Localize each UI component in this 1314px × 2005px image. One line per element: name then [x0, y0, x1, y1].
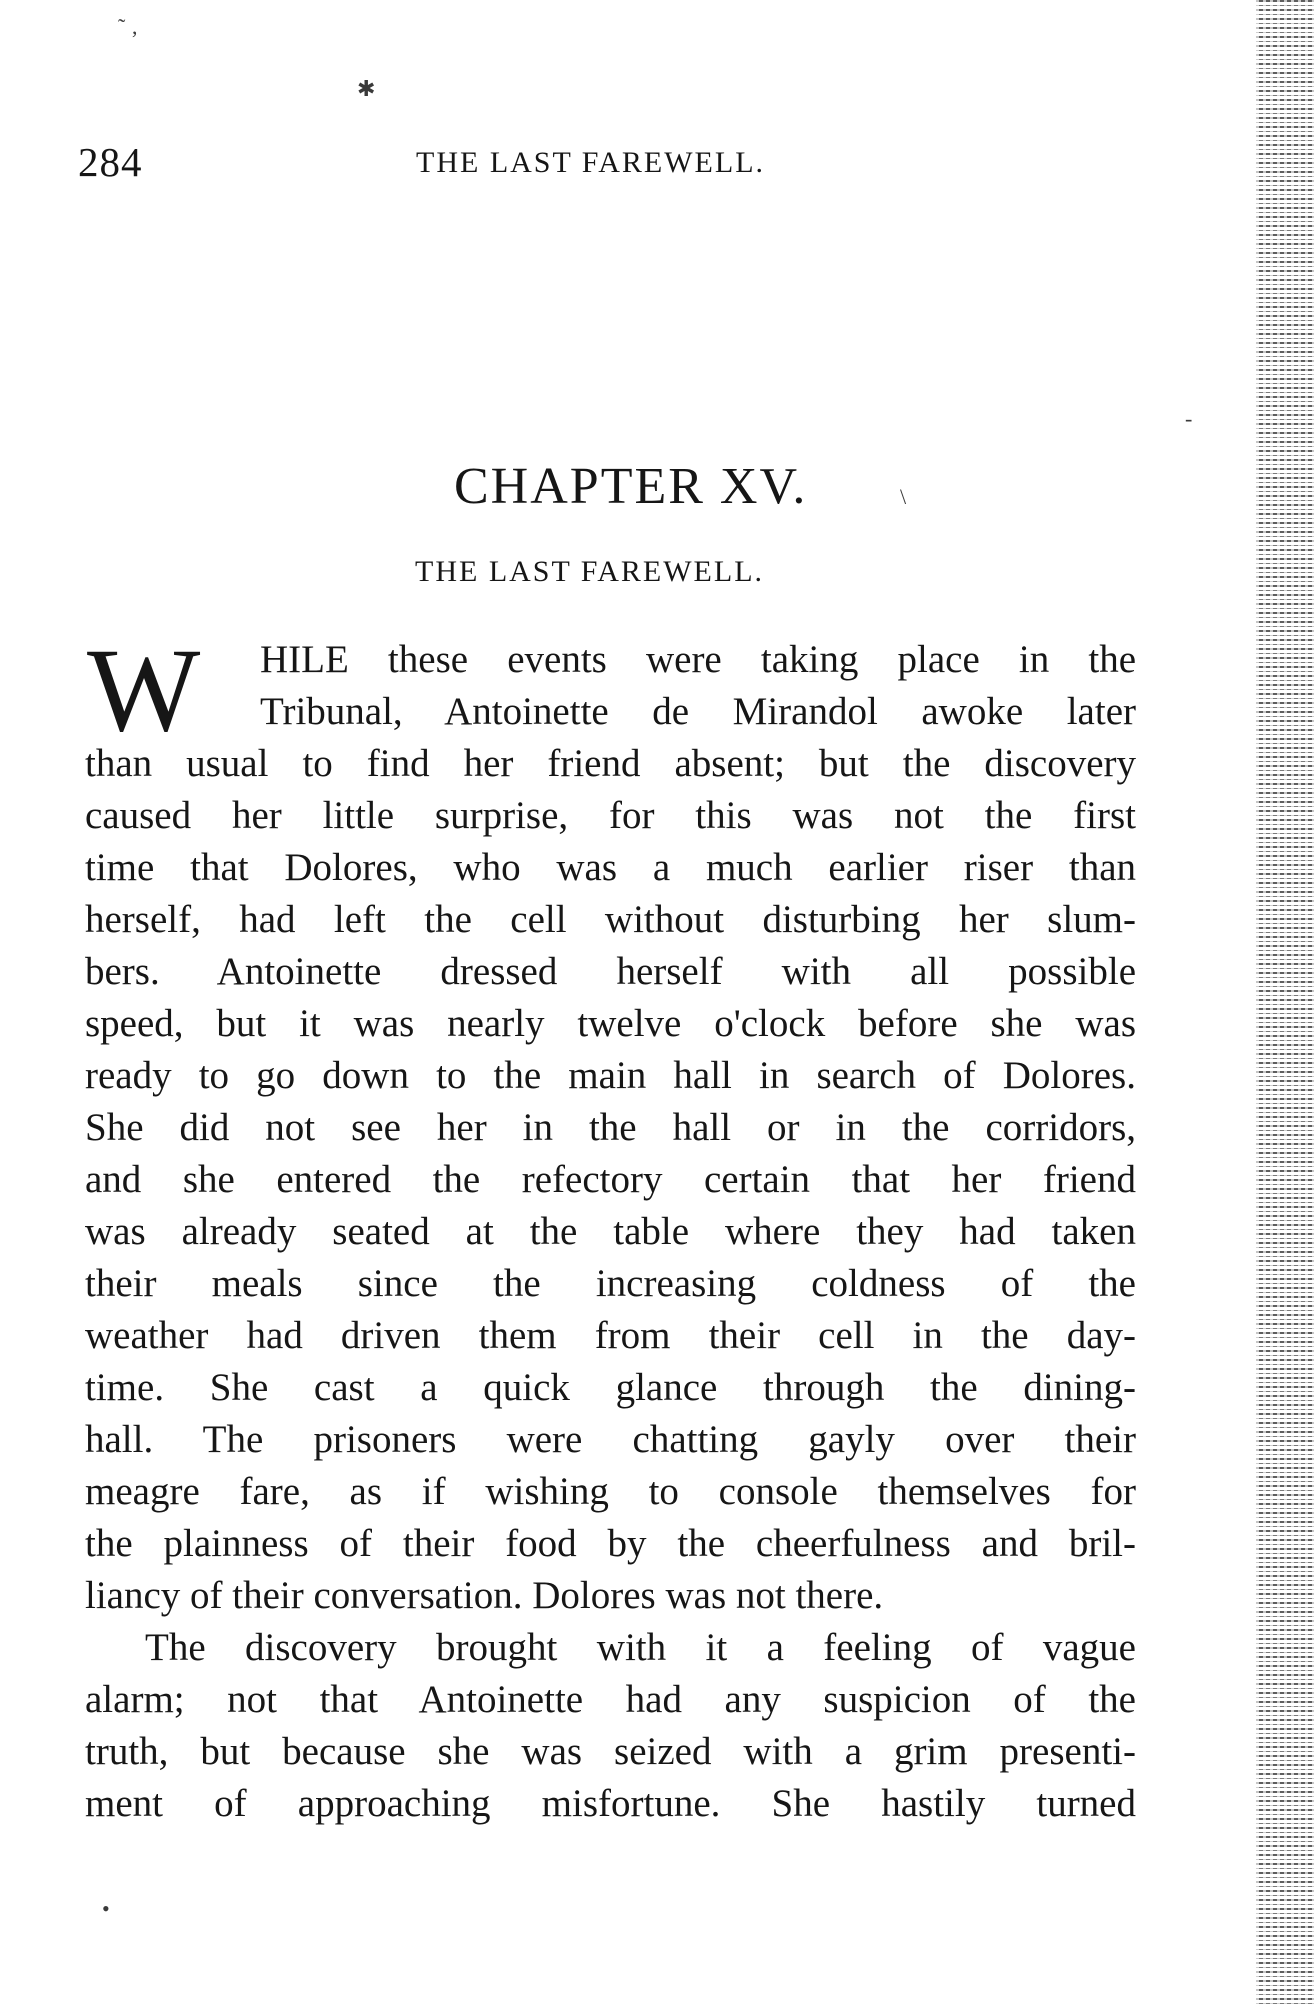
text-line: alarm; not that Antoinette had any suspicion of the [85, 1678, 1136, 1721]
ink-speck: ˜ ‚ [118, 14, 139, 39]
text-line: ready to go down to the main hall in search of Dolores. [85, 1054, 1136, 1097]
text-line: and she entered the refectory certain that her friend [85, 1158, 1136, 1201]
text-line: hall. The prisoners were chatting gayly over their [85, 1418, 1136, 1461]
text-line: liancy of their conversation. Dolores was not there. [85, 1574, 884, 1617]
ink-speck: - [1185, 406, 1193, 431]
text-line: HILE these events were taking place in the [260, 638, 1136, 681]
body-text [85, 623, 1136, 1830]
page-number: 284 [78, 139, 143, 185]
text-line: herself, had left the cell without disturbing her slum- [85, 898, 1136, 941]
text-line: the plainness of their food by the cheerfulness and bril- [85, 1522, 1136, 1565]
page-edge-shadow [1256, 0, 1314, 2005]
text-line: their meals since the increasing coldness of the [85, 1262, 1136, 1305]
running-head [78, 137, 818, 187]
text-line: was already seated at the table where they had taken [85, 1210, 1136, 1253]
text-line: meagre fare, as if wishing to console themselves for [85, 1470, 1136, 1513]
text-line: caused her little surprise, for this was not the first [85, 794, 1136, 837]
text-line: bers. Antoinette dressed herself with all possible [85, 950, 1136, 993]
text-line: She did not see her in the hall or in the corridors, [85, 1106, 1136, 1149]
ink-speck: \ [900, 484, 907, 509]
drop-cap: W [87, 623, 201, 756]
running-title: THE LAST FAREWELL. [416, 146, 766, 179]
text-line: time. She cast a quick glance through the dining- [85, 1366, 1136, 1409]
text-line: The discovery brought with it a feeling of vague [145, 1626, 1136, 1669]
chapter-subtitle: THE LAST FAREWELL. [415, 555, 765, 588]
text-line: ment of approaching misfortune. She hastily turned [85, 1782, 1136, 1825]
text-line: speed, but it was nearly twelve o'clock before she was [85, 1002, 1136, 1045]
text-line: than usual to find her friend absent; but the discovery [85, 742, 1136, 785]
text-line: truth, but because she was seized with a grim presenti- [85, 1730, 1136, 1773]
ink-speck: • [102, 1896, 110, 1921]
text-line: Tribunal, Antoinette de Mirandol awoke later [260, 690, 1136, 733]
chapter-heading: CHAPTER XV. [454, 458, 808, 515]
text-line: time that Dolores, who was a much earlier riser than [85, 846, 1136, 889]
ink-speck: ✱ [357, 76, 376, 101]
text-line: weather had driven them from their cell in the day- [85, 1314, 1136, 1357]
